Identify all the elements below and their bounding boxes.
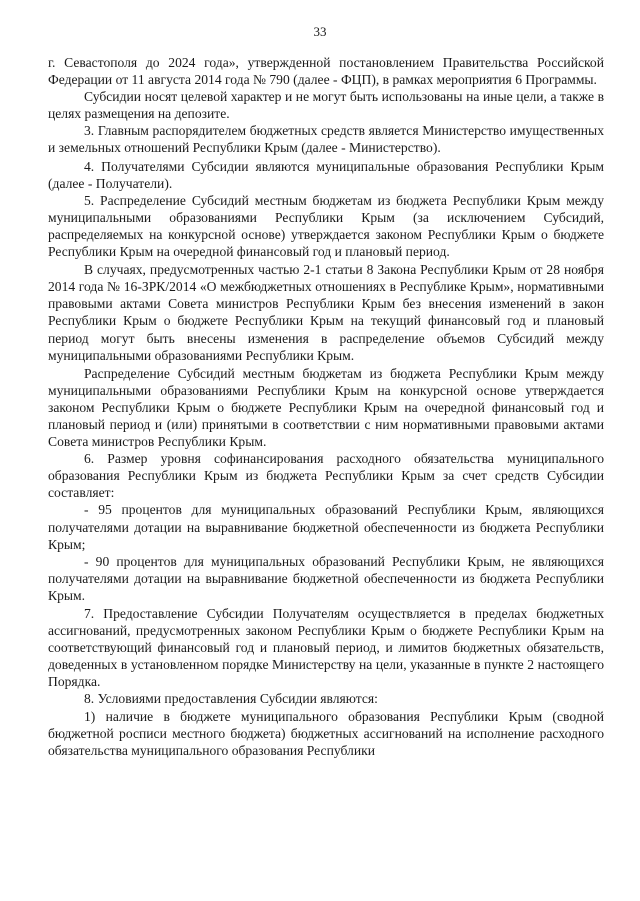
document-body — [48, 54, 604, 759]
list-item-90-percent: - 90 процентов для муниципальных образований Республики Крым, не являющихся получателями дотации на выравнивание бюджетной обеспеченности из бюджета Республики Крым. — [48, 553, 604, 603]
page-number: 33 — [313, 24, 327, 39]
paragraph-item-6: 6. Размер уровня софинансирования расходного обязательства муниципального образования Республики Крым из бюджета Республики Крым за счет средств Субсидии составляет: — [48, 451, 604, 501]
paragraph-item-3: 3. Главным распорядителем бюджетных средств является Министерство имущественных и земельных отношений Республики Крым (далее - Министерство). — [48, 123, 604, 156]
list-item-95-percent: - 95 процентов для муниципальных образований Республики Крым, являющихся получателями дотации на выравнивание бюджетной обеспеченности из бюджета Республики Крым; — [48, 502, 604, 552]
paragraph-item-5: 5. Распределение Субсидий местным бюджетам из бюджета Республики Крым между муниципальными образованиями Республики Крым (за исключением Субсидий, распределяемых на конкурсной основе) утверждается законом Республики Крым о бюджете Республики Крым на очередной финансовый год и плановый период. — [48, 192, 604, 260]
paragraph-subsidy-purpose: Субсидии носят целевой характер и не могут быть использованы на иные цели, а также в целях размещения на депозите. — [48, 89, 604, 122]
paragraph-item-4: 4. Получателями Субсидии являются муниципальные образования Республики Крым (далее - Получатели). — [48, 158, 604, 191]
paragraph-item-5-cases: В случаях, предусмотренных частью 2-1 статьи 8 Закона Республики Крым от 28 ноября 2014 года № 16-ЗРК/2014 «О межбюджетных отношениях в Республике Крым», нормативными правовыми актами Совета министров Республики Крым без внесения изменений в закон Республики Крым о бюджете Республики Крым на текущий финансовый год и плановый период могут быть внесены изменения в распределение объемов Субсидий между муниципальными образованиями Республики Крым. — [48, 262, 604, 363]
paragraph-fcp-continuation: г. Севастополя до 2024 года», утвержденной постановлением Правительства Российской Федерации от 11 августа 2014 года № 790 (далее - ФЦП), в рамках мероприятия 6 Программы. — [48, 55, 604, 88]
paragraph-item-8: 8. Условиями предоставления Субсидии являются: — [84, 691, 378, 707]
paragraph-item-5-competitive: Распределение Субсидий местным бюджетам из бюджета Республики Крым между муниципальными образованиями Республики Крым на конкурсной основе утверждается законом Республики Крым о бюджете Республики Крым на очередной финансовый год и плановый период и (или) принятыми в соответствии с ним нормативными правовыми актами Совета министров Республики Крым. — [48, 365, 604, 450]
paragraph-item-8-1: 1) наличие в бюджете муниципального образования Республики Крым (сводной бюджетной росписи местного бюджета) бюджетных ассигнований на исполнение расходного обязательства муниципального образования Республики — [48, 708, 604, 758]
paragraph-item-7: 7. Предоставление Субсидии Получателям осуществляется в пределах бюджетных ассигнований, предусмотренных законом Республики Крым о бюджете Республики Крым на соответствующий финансовый год и плановый период, и лимитов бюджетных обязательств, доведенных в установленном порядке Министерству на цели, указанные в пункте 2 настоящего Порядка. — [48, 606, 604, 690]
